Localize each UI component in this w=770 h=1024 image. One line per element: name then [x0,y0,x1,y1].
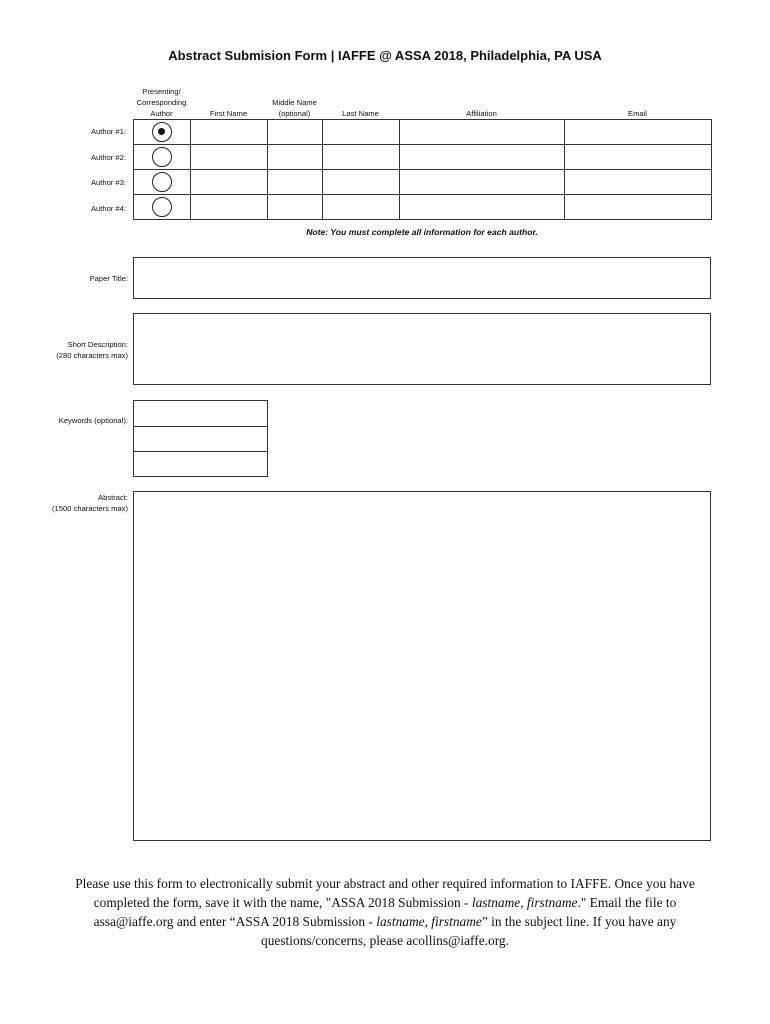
author-row-4 [134,195,712,220]
first-name-field-4[interactable] [191,195,268,220]
presenting-radio-cell[interactable] [134,195,191,220]
presenting-radio-cell[interactable] [134,170,191,195]
author-1-label: Author #1: [90,127,126,136]
paper-title-field[interactable] [133,257,711,299]
form-title: Abstract Submision Form | IAFFE @ ASSA 2018, Philadelphia, PA USA [168,48,602,63]
presenting-radio-cell[interactable] [134,145,191,170]
presenting-radio-1[interactable] [152,122,172,142]
header-middle-line1: Middle Name [272,98,317,107]
keyword-field-3[interactable] [133,451,268,477]
short-description-field[interactable] [133,313,711,385]
instructions-part-2: ." Email the file to assa@iaffe.org and enter “ASSA 2018 Submission - [93,895,677,929]
keyword-field-2[interactable] [133,426,268,452]
short-description-label-line2: (280 characters max) [56,351,128,360]
author-row-2 [134,145,712,170]
header-presenting-line2: Corresponding [136,98,187,107]
affiliation-field-4[interactable] [400,195,565,220]
last-name-field-4[interactable] [323,195,400,220]
author-row-3 [134,170,712,195]
abstract-field[interactable] [133,491,711,841]
abstract-label-line1: Abstract: [98,493,128,502]
short-description-label-line1: Short Description: [67,340,128,349]
presenting-radio-2[interactable] [152,147,172,167]
affiliation-field-2[interactable] [400,145,565,170]
email-field-2[interactable] [565,145,712,170]
affiliation-field-3[interactable] [400,170,565,195]
presenting-radio-3[interactable] [152,172,172,192]
presenting-radio-4[interactable] [152,197,172,217]
email-field-4[interactable] [565,195,712,220]
keyword-field-1[interactable] [133,400,268,427]
header-affiliation: Affiliation [466,109,497,118]
submission-instructions [60,874,710,950]
last-name-field-3[interactable] [323,170,400,195]
instructions-part-1: Please use this form to electronically submit your abstract and other required information to IAFFE. Once you have completed the form, save it with the name, "ASSA 2018 Submission - [75,876,695,910]
email-field-3[interactable] [565,170,712,195]
author-3-label: Author #3: [90,178,126,187]
middle-name-field-2[interactable] [268,145,323,170]
first-name-field-1[interactable] [191,120,268,145]
last-name-field-1[interactable] [323,120,400,145]
header-presenting-line1: Presenting/ [142,87,181,96]
header-last-name: Last Name [342,109,379,118]
middle-name-field-3[interactable] [268,170,323,195]
paper-title-label: Paper Title: [89,274,128,283]
middle-name-field-4[interactable] [268,195,323,220]
instructions-subject-placeholder: lastname, firstname [376,914,482,929]
short-description-label [4,339,128,361]
author-2-label: Author #2: [90,153,126,162]
authors-note: Note: You must complete all information for each author. [306,227,538,237]
author-row-1 [134,120,712,145]
instructions-filename-placeholder: lastname, firstname [471,895,578,910]
header-middle-line2: (optional) [278,109,311,118]
abstract-label-line2: (1500 characters max) [52,504,128,513]
middle-name-field-1[interactable] [268,120,323,145]
abstract-label [4,492,128,514]
affiliation-field-1[interactable] [400,120,565,145]
header-email: Email [628,109,647,118]
first-name-field-2[interactable] [191,145,268,170]
email-field-1[interactable] [565,120,712,145]
presenting-radio-cell[interactable] [134,120,191,145]
header-first-name: First Name [209,109,248,118]
keywords-label: Keywords (optional): [58,416,128,425]
header-middle-name [267,97,322,119]
header-presenting-line3: Author [150,109,173,118]
header-presenting-author [133,86,190,119]
instructions-part-3: ” in the subject line. If you have any questions/concerns, please acollins@iaffe.org. [261,914,677,948]
authors-table [133,119,712,220]
last-name-field-2[interactable] [323,145,400,170]
author-4-label: Author #4: [90,204,126,213]
first-name-field-3[interactable] [191,170,268,195]
